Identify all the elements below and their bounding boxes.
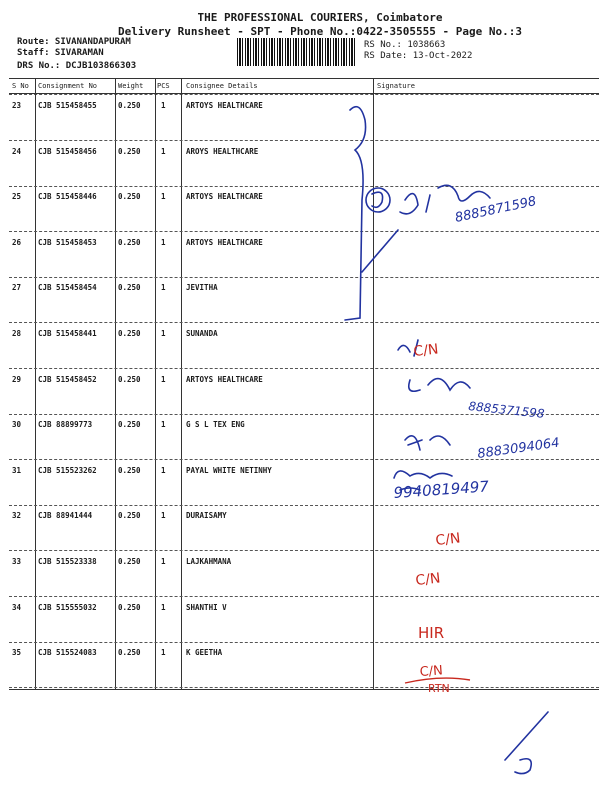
cell-cno: CJB 515458453	[38, 237, 97, 247]
cell-consignee: ARTOYS HEALTHCARE	[186, 101, 263, 110]
cell-consignee: SHANTHI V	[186, 602, 227, 612]
cell-weight: 0.250	[118, 648, 141, 658]
cell-pcs: 1	[161, 329, 166, 338]
col-signature: Signature	[377, 82, 415, 90]
cell-pcs: 1	[161, 557, 166, 566]
cell-consignee: LAJKAHMANA	[186, 557, 232, 566]
col-consignee: Consignee Details	[186, 82, 258, 90]
cell-cno: CJB 515523338	[38, 557, 97, 566]
note-rtn: RTN	[428, 682, 450, 695]
cell-weight: 0.250	[118, 146, 141, 156]
cell-pcs: 1	[161, 101, 166, 110]
phone-a: 8885871598	[453, 194, 538, 226]
cell-pcs: 1	[161, 465, 166, 475]
cell-pcs: 1	[161, 374, 166, 384]
cell-cno: CJB 88899773	[38, 420, 93, 430]
cell-sno: 28	[12, 329, 22, 338]
company-title: THE PROFESSIONAL COURIERS, Coimbatore	[197, 11, 443, 24]
cell-pcs: 1	[161, 283, 166, 293]
phone-d: 9940819497	[393, 477, 490, 502]
cell-cno: CJB 515458452	[38, 374, 97, 384]
cell-sno: 30	[12, 420, 22, 430]
col-pcs: PCS	[157, 82, 170, 90]
cell-cno: CJB 88941444	[38, 511, 93, 521]
cell-consignee: DURAISAMY	[186, 511, 227, 521]
runsheet-subtitle: Delivery Runsheet - SPT - Phone No.:0422-3505555 - Page No.:3	[118, 25, 522, 38]
cell-pcs: 1	[161, 146, 166, 156]
col-weight: Weight	[118, 82, 144, 90]
cell-consignee: ARTOYS HEALTHCARE	[186, 192, 263, 202]
note-cin-2: C/N	[434, 530, 462, 549]
cell-cno: CJB 515458454	[38, 283, 97, 293]
cell-sno: 26	[12, 237, 22, 247]
note-cin-4: C/N	[419, 663, 444, 680]
cell-consignee: AROYS HEALTHCARE	[186, 146, 259, 156]
cell-weight: 0.250	[118, 192, 141, 202]
cell-sno: 24	[12, 146, 22, 156]
cell-cno: CJB 515523262	[38, 465, 97, 475]
cell-pcs: 1	[161, 602, 166, 612]
cell-weight: 0.250	[118, 329, 141, 338]
cell-consignee: K GEETHA	[186, 648, 223, 658]
cell-sno: 27	[12, 283, 22, 293]
note-cin-3: C/N	[414, 570, 442, 589]
note-cin-1: C/N	[412, 341, 440, 360]
cell-sno: 34	[12, 602, 22, 612]
cell-cno: CJB 515458456	[38, 146, 97, 156]
cell-pcs: 1	[161, 420, 166, 430]
cell-cno: CJB 515458446	[38, 192, 97, 202]
rs-number: RS No.: 1038663	[364, 40, 446, 50]
cell-pcs: 1	[161, 237, 166, 247]
cell-sno: 32	[12, 511, 22, 521]
cell-pcs: 1	[161, 648, 166, 658]
cell-cno: CJB 515458455	[38, 101, 97, 110]
cell-weight: 0.250	[118, 237, 141, 247]
cell-consignee: PAYAL WHITE NETINHY	[186, 465, 272, 475]
cell-weight: 0.250	[118, 374, 141, 384]
cell-weight: 0.250	[118, 511, 141, 521]
cell-cno: CJB 515458441	[38, 329, 97, 338]
cell-weight: 0.250	[118, 557, 141, 566]
col-sno: S No	[12, 82, 29, 90]
cell-weight: 0.250	[118, 465, 141, 475]
rs-date: RS Date: 13-Oct-2022	[364, 51, 473, 61]
phone-b: 8885371598	[467, 399, 546, 421]
route-label: Route: SIVANANDAPURAM	[17, 37, 131, 47]
col-consignment: Consignment No	[38, 82, 98, 90]
cell-cno: CJB 515524083	[38, 648, 97, 658]
cell-consignee: JEVITHA	[186, 283, 218, 293]
staff-label: Staff: SIVARAMAN	[17, 48, 104, 58]
cell-consignee: SUNANDA	[186, 329, 218, 338]
cell-sno: 23	[12, 101, 22, 110]
cell-weight: 0.250	[118, 602, 141, 612]
drs-number: DRS No.: DCJB103866303	[17, 61, 137, 71]
cell-sno: 31	[12, 465, 22, 475]
cell-sno: 33	[12, 557, 22, 566]
cell-consignee: ARTOYS HEALTHCARE	[186, 237, 263, 247]
cell-cno: CJB 515555032	[38, 602, 97, 612]
note-hir: HIR	[418, 624, 445, 642]
cell-weight: 0.250	[118, 101, 141, 110]
cell-weight: 0.250	[118, 283, 141, 293]
cell-weight: 0.250	[118, 420, 141, 430]
cell-sno: 35	[12, 648, 22, 658]
cell-consignee: G S L TEX ENG	[186, 420, 245, 430]
cell-consignee: ARTOYS HEALTHCARE	[186, 374, 263, 384]
cell-sno: 29	[12, 374, 22, 384]
cell-pcs: 1	[161, 192, 166, 202]
cell-pcs: 1	[161, 511, 166, 521]
bracket-stroke	[345, 107, 366, 320]
phone-c: 8883094064	[476, 435, 561, 462]
cell-sno: 25	[12, 192, 22, 202]
